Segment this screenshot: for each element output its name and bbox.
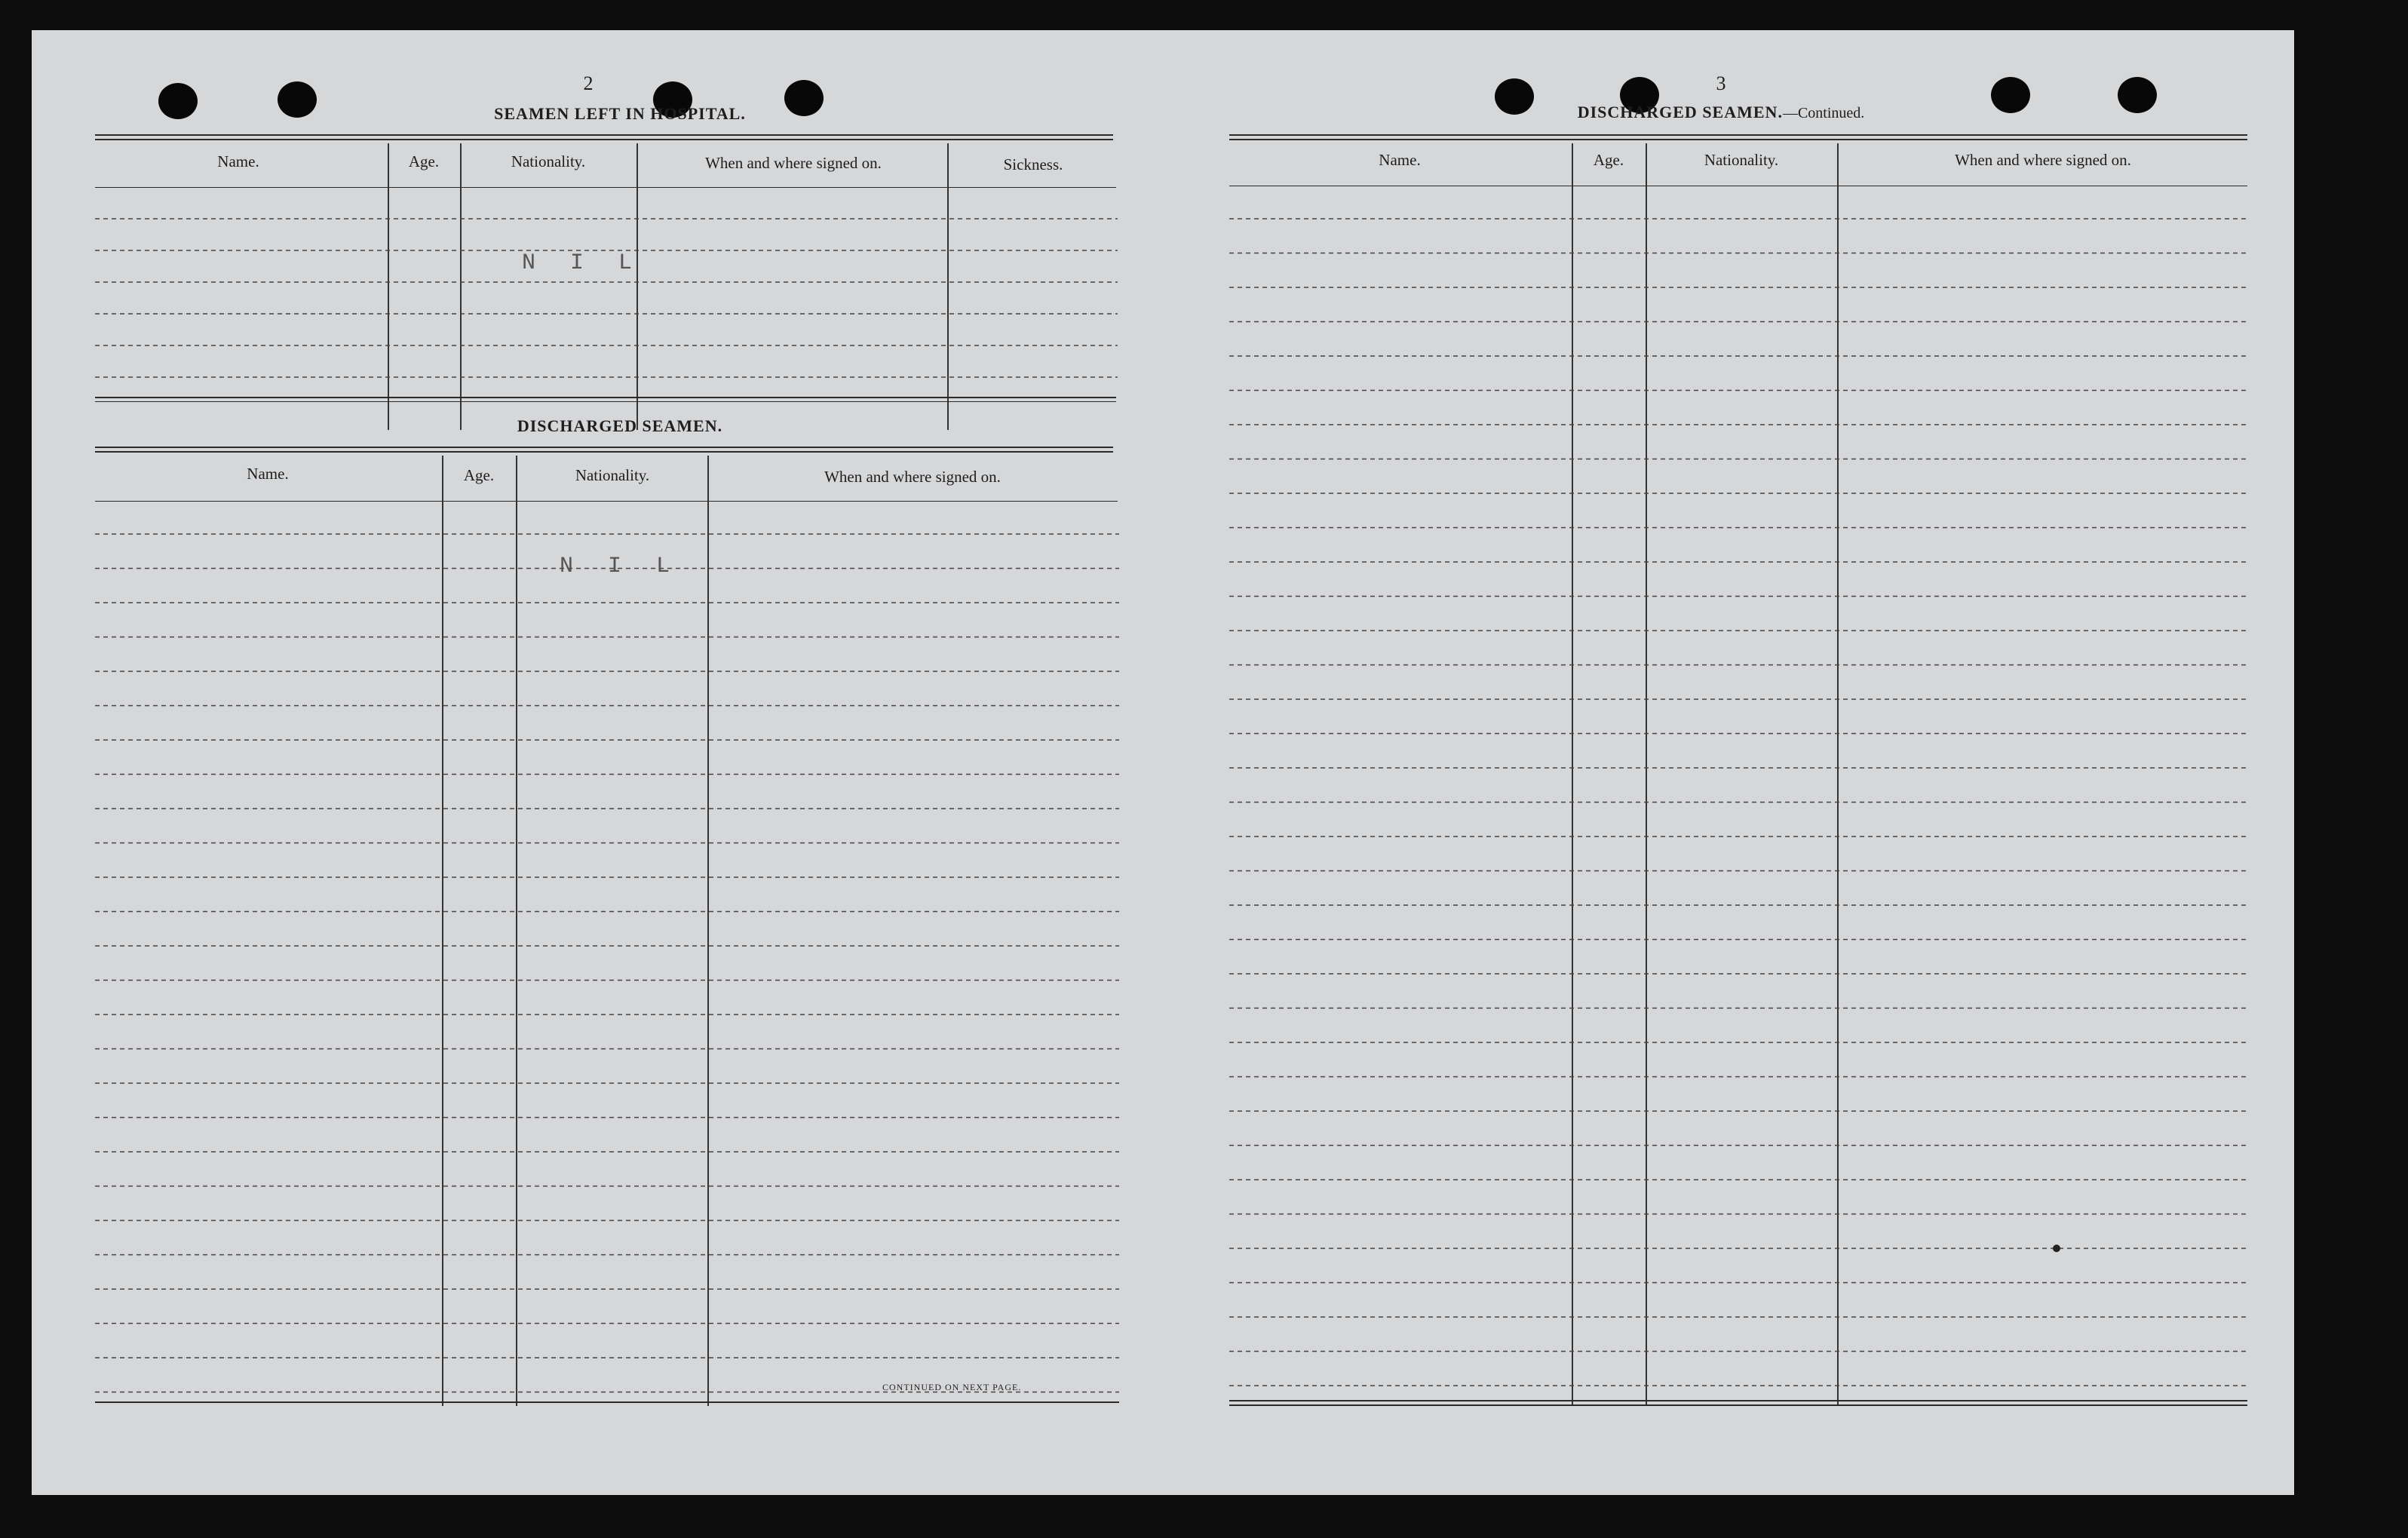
- hospital-section-title: SEAMEN LEFT IN HOSPITAL.: [494, 104, 746, 123]
- hospital-entry-lines: [95, 189, 1118, 430]
- discharged-section-title: DISCHARGED SEAMEN.: [517, 416, 723, 435]
- punch-hole: [1991, 77, 2030, 113]
- discharged-nil-entry: N I L: [560, 554, 681, 579]
- hospital-col-nationality: Nationality.: [511, 152, 586, 170]
- left-page-bottom-rule: [95, 1401, 1119, 1403]
- right-page-bottom-rule-2: [1229, 1404, 2247, 1406]
- right-col-age: Age.: [1593, 151, 1624, 169]
- hospital-bottom-rule: [95, 397, 1116, 398]
- ledger-sheet: [32, 30, 2294, 1495]
- hospital-col-signed-on: When and where signed on.: [705, 154, 882, 172]
- discharged-top-rule: [95, 447, 1113, 448]
- hospital-top-rule-2: [95, 139, 1113, 140]
- punch-hole: [158, 83, 198, 119]
- hospital-col-age: Age.: [408, 152, 440, 170]
- right-top-rule-2: [1229, 139, 2247, 140]
- discharged-col-nationality: Nationality.: [575, 466, 650, 484]
- continued-section-title: [1525, 103, 1917, 122]
- right-page-bottom-rule: [1229, 1400, 2247, 1401]
- punch-hole: [278, 81, 317, 118]
- right-col-signed-on: When and where signed on.: [1955, 151, 2131, 169]
- right-entry-lines: [1229, 187, 2249, 1409]
- discharged-header-rule: [95, 501, 1118, 502]
- hospital-top-rule: [95, 134, 1113, 136]
- discharged-col-signed-on: When and where signed on.: [824, 468, 1001, 486]
- discharged-col-age: Age.: [463, 466, 495, 484]
- hospital-nil-entry: N I L: [522, 250, 643, 276]
- page-number-left: 2: [583, 72, 594, 94]
- continued-note: CONTINUED ON NEXT PAGE.: [882, 1382, 1022, 1392]
- continued-title-main: DISCHARGED SEAMEN.: [1577, 103, 1783, 121]
- punch-hole: [2118, 77, 2157, 113]
- hospital-col-name: Name.: [217, 152, 259, 170]
- right-col-nationality: Nationality.: [1704, 151, 1779, 169]
- hospital-bottom-rule-2: [95, 401, 1116, 402]
- discharged-top-rule-2: [95, 451, 1113, 453]
- hospital-col-sickness: Sickness.: [1003, 155, 1063, 173]
- discharged-entry-lines: [95, 502, 1119, 1408]
- page-number-right: 3: [1716, 72, 1726, 94]
- right-col-name: Name.: [1379, 151, 1421, 169]
- continued-title-suffix: —Continued.: [1782, 105, 1865, 121]
- ink-speck: [2053, 1245, 2060, 1252]
- right-top-rule: [1229, 134, 2247, 136]
- hospital-header-rule: [95, 187, 1116, 188]
- discharged-col-name: Name.: [247, 465, 289, 483]
